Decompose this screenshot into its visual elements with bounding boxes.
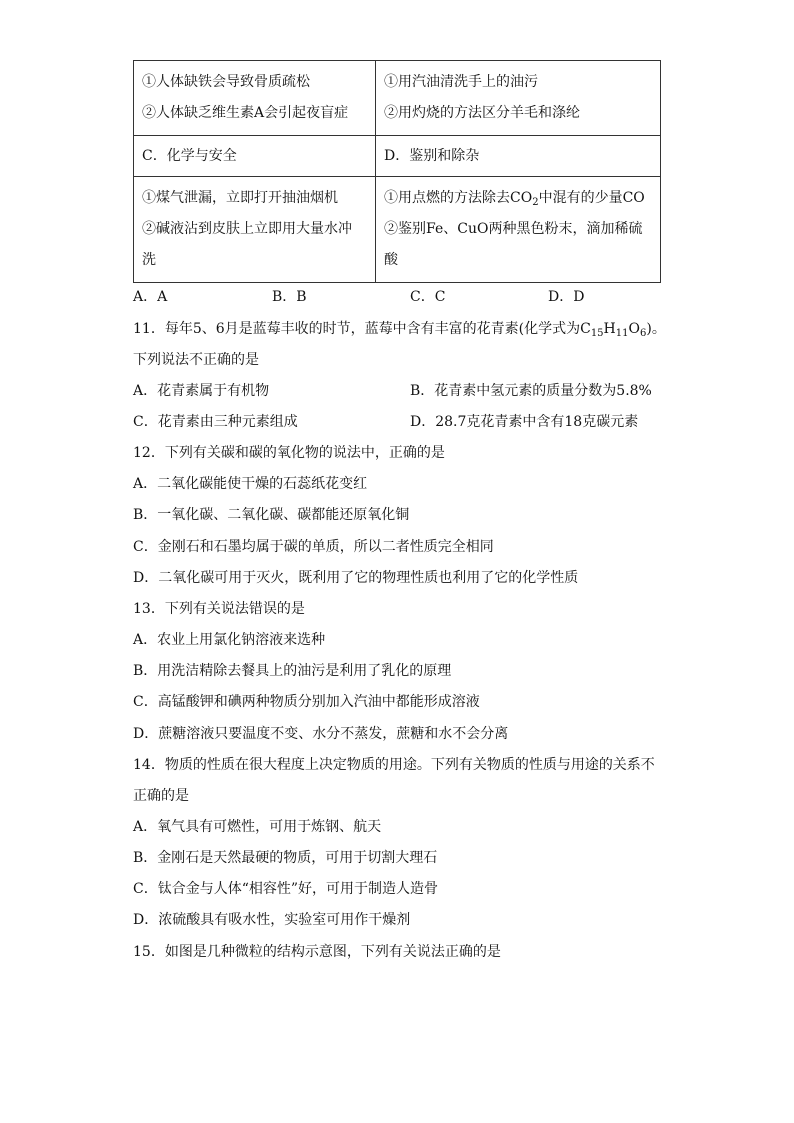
option-b: B．用洗洁精除去餐具上的油污是利用了乳化的原理 bbox=[133, 663, 452, 679]
question-stem: 13．下列有关说法错误的是 bbox=[133, 601, 305, 617]
option-c: C．钛合金与人体“相容性”好，可用于制造人造骨 bbox=[133, 881, 439, 897]
cell-line: ②鉴别Fe、CuO两种黑色粉末，滴加稀硫 bbox=[384, 221, 643, 237]
text-run: H bbox=[603, 321, 616, 337]
option-c: C．C bbox=[410, 289, 446, 305]
question-stem: 正确的是 bbox=[133, 788, 189, 804]
text-run: O bbox=[628, 321, 640, 337]
cell-line: 酸 bbox=[384, 252, 398, 268]
table-cell bbox=[376, 61, 661, 136]
cell-line: ①用汽油清洗手上的油污 bbox=[384, 74, 538, 90]
option-c: C．花青素由三种元素组成 bbox=[133, 414, 298, 430]
subscript: 11 bbox=[615, 328, 629, 339]
option-b: B．金刚石是天然最硬的物质，可用于切割大理石 bbox=[133, 850, 438, 866]
question-stem: 12．下列有关碳和碳的氧化物的说法中，正确的是 bbox=[133, 445, 445, 461]
cell-line: ①人体缺铁会导致骨质疏松 bbox=[142, 74, 310, 90]
option-b: B．B bbox=[272, 289, 307, 305]
option-d: D．蔗糖溶液只要温度不变、水分不蒸发，蔗糖和水不会分离 bbox=[133, 726, 509, 742]
option-b: B．一氧化碳、二氧化碳、碳都能还原氧化铜 bbox=[133, 507, 410, 523]
option-d: D．浓硫酸具有吸水性，实验室可用作干燥剂 bbox=[133, 912, 411, 928]
option-d: D．28.7克花青素中含有18克碳元素 bbox=[410, 414, 639, 430]
text-run: 中混有的少量CO bbox=[538, 190, 645, 206]
table-cell bbox=[134, 61, 376, 136]
table-row bbox=[134, 136, 661, 177]
question-stem: 14．物质的性质在很大程度上决定物质的用途。下列有关物质的性质与用途的关系不 bbox=[133, 757, 655, 773]
table-cell bbox=[134, 177, 376, 283]
table-cell bbox=[376, 177, 661, 283]
option-a: A．农业上用氯化钠溶液来选种 bbox=[133, 632, 326, 648]
option-c: C．高锰酸钾和碘两种物质分别加入汽油中都能形成溶液 bbox=[133, 694, 480, 710]
knowledge-table bbox=[133, 60, 661, 283]
option-a: A．花青素属于有机物 bbox=[133, 383, 270, 399]
table-row bbox=[134, 177, 661, 283]
cell-line: 洗 bbox=[142, 252, 156, 268]
option-c: C．金刚石和石墨均属于碳的单质，所以二者性质完全相同 bbox=[133, 539, 494, 555]
cell-line: ②人体缺乏维生素A会引起夜盲症 bbox=[142, 105, 349, 121]
table-cell-heading: D．鉴别和除杂 bbox=[376, 136, 661, 177]
option-a: A．二氧化碳能使干燥的石蕊纸花变红 bbox=[133, 476, 368, 492]
text-run: )。 bbox=[646, 321, 666, 337]
subscript: 2 bbox=[532, 197, 539, 208]
cell-line: ②用灼烧的方法区分羊毛和涤纶 bbox=[384, 105, 580, 121]
text-run: ①用点燃的方法除去CO bbox=[384, 190, 533, 206]
table-row bbox=[134, 61, 661, 136]
question-stem bbox=[133, 319, 666, 339]
option-d: D．D bbox=[548, 289, 585, 305]
text-run: 11．每年5、6月是蓝莓丰收的时节，蓝莓中含有丰富的花青素(化学式为C bbox=[133, 321, 591, 337]
option-b: B．花青素中氢元素的质量分数为5.8% bbox=[410, 383, 652, 399]
option-a: A．A bbox=[133, 289, 168, 305]
option-d: D．二氧化碳可用于灭火，既利用了它的物理性质也利用了它的化学性质 bbox=[133, 570, 579, 586]
subscript: 15 bbox=[590, 328, 604, 339]
table-cell-heading: C．化学与安全 bbox=[134, 136, 376, 177]
cell-line: ①煤气泄漏，立即打开抽油烟机 bbox=[142, 190, 338, 206]
question-stem: 15．如图是几种微粒的结构示意图，下列有关说法正确的是 bbox=[133, 944, 501, 960]
cell-line bbox=[384, 183, 652, 214]
cell-line: ②碱液沾到皮肤上立即用大量水冲 bbox=[142, 221, 352, 237]
subscript: 6 bbox=[639, 328, 647, 339]
option-a: A．氧气具有可燃性，可用于炼钢、航天 bbox=[133, 819, 382, 835]
question-stem: 下列说法不正确的是 bbox=[133, 352, 259, 368]
